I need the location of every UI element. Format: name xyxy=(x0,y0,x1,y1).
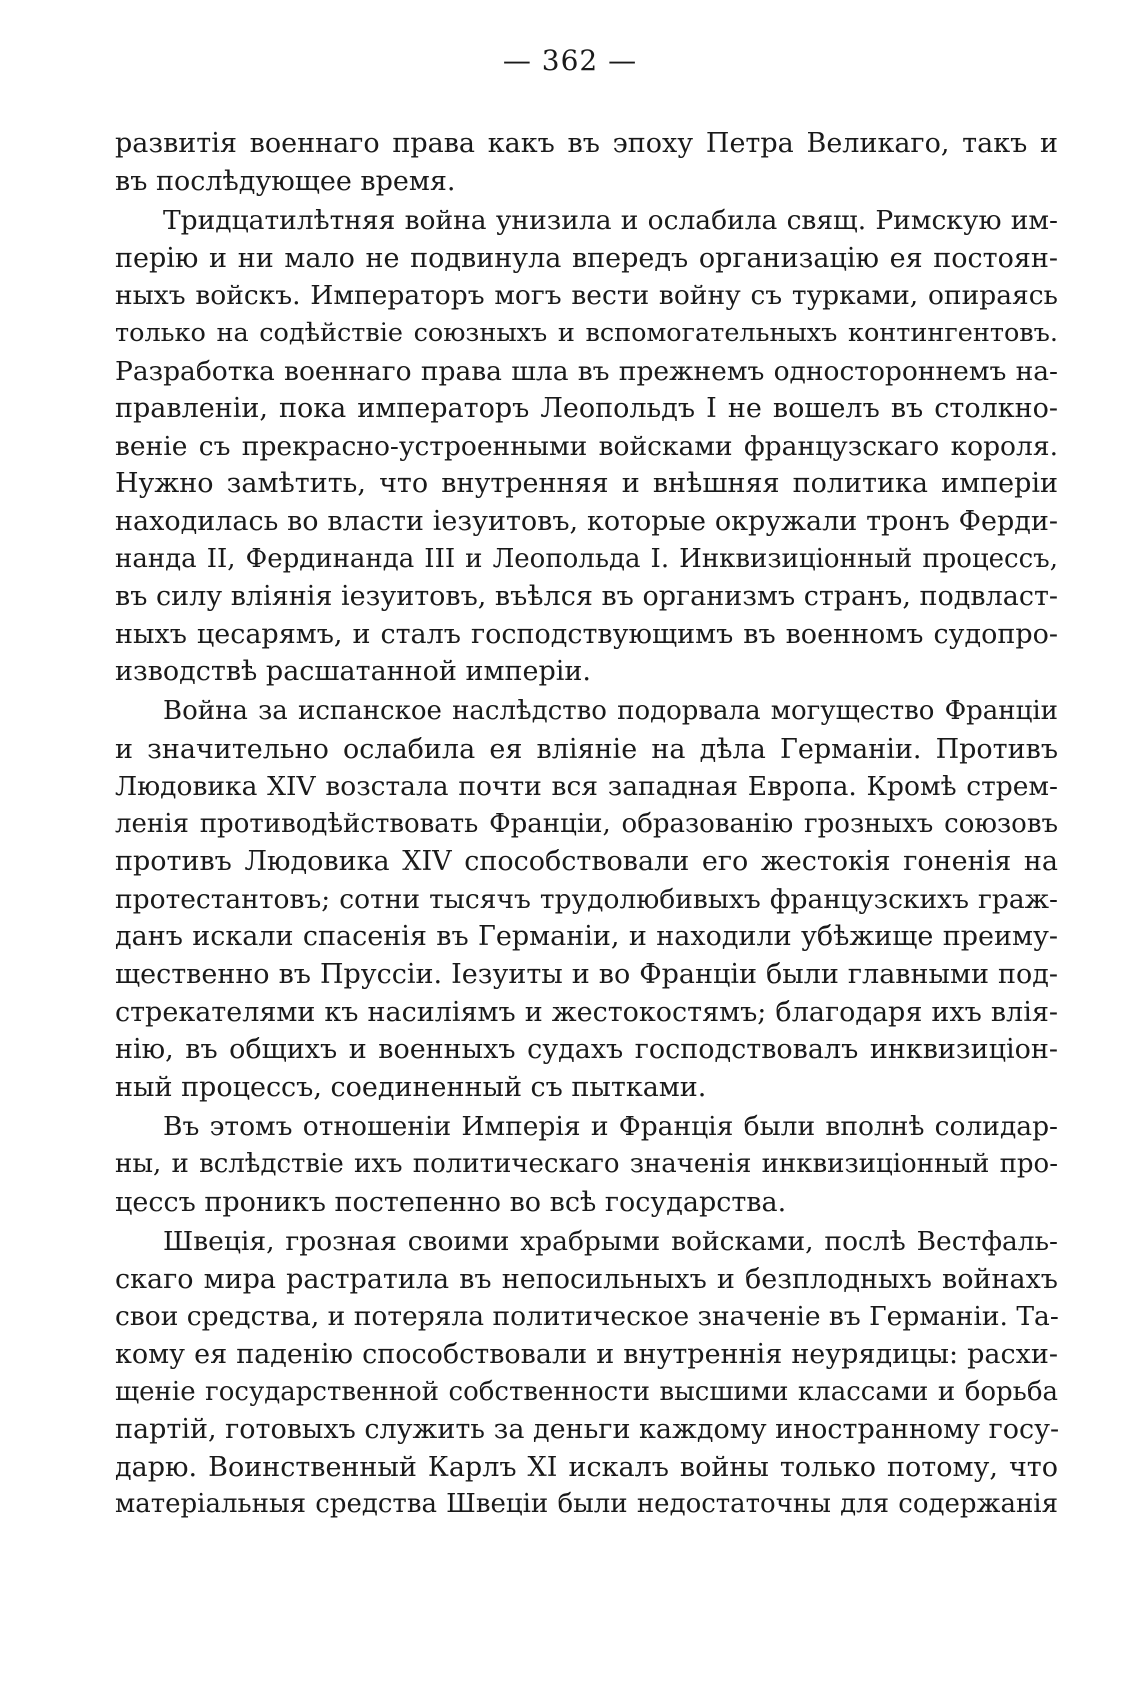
text-line: Швеція, грозная своими храбрыми войсками, послѣ Вестфаль- xyxy=(163,1226,1058,1258)
text-line: Тридцатилѣтняя война унизила и ослабила свящ. Римскую им- xyxy=(163,205,1058,237)
text-line: Людовика XIV возстала почти вся западная Европа. Кромѣ стрем- xyxy=(115,771,1058,803)
text-line: матеріальныя средства Швеціи были недостаточны для содержанія xyxy=(115,1489,1058,1520)
text-line: Нужно замѣтить, что внутренняя и внѣшняя политика имперіи xyxy=(115,468,1058,500)
text-line: протестантовъ; сотни тысячъ трудолюбивыхъ французскихъ граж- xyxy=(115,883,1058,915)
body-text xyxy=(115,125,1058,1524)
text-line: цессъ проникъ постепенно во всѣ государства. xyxy=(115,1186,787,1218)
text-line: въ послѣдующее время. xyxy=(115,165,456,197)
text-line: партій, готовыхъ служить за деньги каждому иностранному госу- xyxy=(115,1414,1060,1446)
paragraph-3 xyxy=(115,693,1058,1107)
paragraph-4 xyxy=(115,1108,1058,1221)
text-line: щественно въ Пруссіи. Іезуиты и во Франціи были главными под- xyxy=(115,959,1058,991)
text-line: Въ этомъ отношеніи Имперія и Франція были вполнѣ солидар- xyxy=(163,1111,1058,1143)
paragraph-2 xyxy=(115,202,1058,691)
text-line: данъ искали спасенія въ Германіи, и находили убѣжище преиму- xyxy=(115,921,1058,953)
text-line: находилась во власти іезуитовъ, которые окружали тронъ Ферди- xyxy=(115,505,1058,537)
paragraph-5 xyxy=(115,1223,1058,1524)
text-line: нанда II, Фердинанда III и Леопольда I. Инквизиціонный процессъ, xyxy=(115,543,1058,574)
text-line: ныхъ войскъ. Императоръ могъ вести войну съ турками, опираясь xyxy=(115,280,1058,312)
paragraph-1 xyxy=(115,125,1058,200)
text-line: ный процессъ, соединенный съ пытками. xyxy=(115,1071,707,1103)
text-line: развитія военнаго права какъ въ эпоху Петра Великаго, такъ и xyxy=(115,128,1058,159)
text-line: скаго мира растратила въ непосильныхъ и безплодныхъ войнахъ xyxy=(115,1263,1058,1295)
text-line: дарю. Воинственный Карлъ XI искалъ войны только потому, что xyxy=(115,1451,1058,1483)
text-line: противъ Людовика XIV способствовали его жестокія гоненія на xyxy=(115,846,1058,878)
text-line: и значительно ослабила ея вліяніе на дѣла Германіи. Противъ xyxy=(115,733,1058,765)
text-line: стрекателями къ насиліямъ и жестокостямъ; благодаря ихъ влія- xyxy=(115,996,1058,1028)
text-line: свои средства, и потеряла политическое значеніе въ Германіи. Та- xyxy=(115,1301,1059,1333)
text-line: щеніе государственной собственности высшими классами и борьба xyxy=(115,1376,1058,1407)
text-line: Разработка военнаго права шла въ прежнемъ одностороннемъ на- xyxy=(115,355,1058,387)
text-line: веніе съ прекрасно-устроенными войсками французскаго короля. xyxy=(115,430,1058,462)
text-line: перію и ни мало не подвинула впередъ организацію ея постоян- xyxy=(115,242,1058,274)
text-line: въ силу вліянія іезуитовъ, въѣлся въ организмъ странъ, подвласт- xyxy=(115,581,1058,613)
text-line: изводствѣ расшатанной имперіи. xyxy=(115,656,591,688)
page-number: — 362 — xyxy=(502,44,638,77)
text-line: правленіи, пока императоръ Леопольдъ I не вошелъ въ столкно- xyxy=(115,393,1058,425)
text-line: нію, въ общихъ и военныхъ судахъ господствовалъ инквизиціон- xyxy=(115,1034,1058,1066)
text-line: только на содѣйствіе союзныхъ и вспомогательныхъ контингентовъ. xyxy=(115,317,1058,348)
text-line: ны, и вслѣдствіе ихъ политическаго значенія инквизиціонный про- xyxy=(115,1149,1058,1180)
text-line: ленія противодѣйствовать Франціи, образованію грозныхъ союзовъ xyxy=(115,808,1058,839)
text-line: Война за испанское наслѣдство подорвала могущество Франціи xyxy=(163,695,1058,726)
text-line: ныхъ цесарямъ, и сталъ господствующимъ въ военномъ судопро- xyxy=(115,618,1058,650)
text-line: кому ея паденію способствовали и внутреннія неурядицы: расхи- xyxy=(115,1339,1058,1370)
